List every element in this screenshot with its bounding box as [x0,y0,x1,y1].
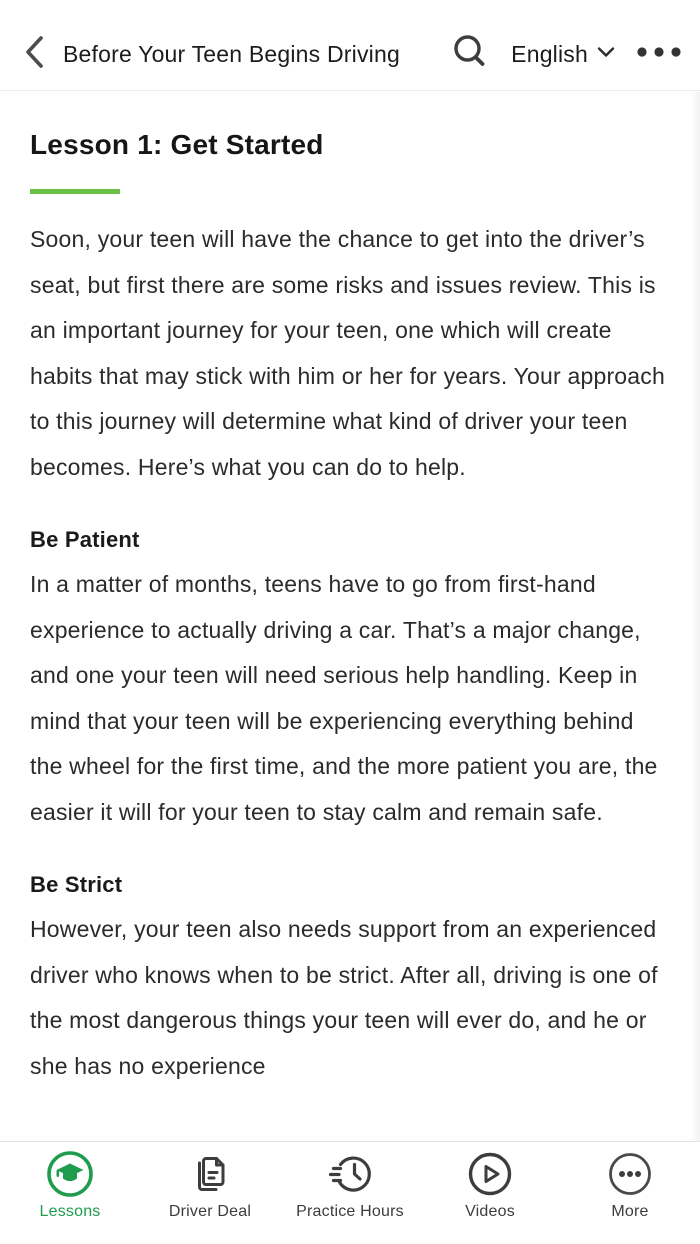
play-circle-icon [465,1149,515,1199]
tab-more[interactable] [560,1142,700,1244]
tab-videos[interactable] [420,1142,560,1244]
page-title: Before Your Teen Begins Driving [63,40,400,67]
top-navigation-bar [0,0,700,91]
green-title-rule [30,189,120,194]
section-heading-be-strict: Be Strict [30,872,123,897]
bottom-tab-bar [0,1141,700,1244]
lesson-intro-paragraph: Soon, your teen will have the chance to get into the driver’s seat, but first there are some risks and issues review. This is an important journey for your teen, one which will create habits that may stick with him or her for years. Your approach to this journey will determine what kind of driver your teen becomes. Here’s what you can do to help. [30,226,665,480]
tab-lessons[interactable] [0,1142,140,1244]
tab-label-more: More [611,1203,649,1220]
section-heading-be-patient: Be Patient [30,527,140,552]
lesson-content [0,92,700,1141]
tab-label-videos: Videos [465,1203,515,1220]
section-paragraph-be-strict: However, your teen also needs support from an experienced driver who knows when to be strict. After all, driving is one of the most dangerous things your teen will ever do, and he or she has no experience [30,916,658,1079]
documents-icon [185,1149,235,1199]
tab-practice-hours[interactable] [280,1142,420,1244]
tab-driver-deal[interactable] [140,1142,280,1244]
back-button[interactable] [22,35,47,74]
section-paragraph-be-patient: In a matter of months, teens have to go from first-hand experience to actually driving a car. That’s a major change, and one your teen will need serious help handling. Keep in mind that your teen will be experiencing everything behind the wheel for the first time, and the more patient you are, the easier it will for your teen to stay calm and remain safe. [30,571,658,825]
search-icon [450,32,490,77]
tab-label-practice-hours: Practice Hours [296,1203,404,1220]
chevron-down-icon [597,45,615,63]
lesson-title: Lesson 1: Get Started [30,129,324,160]
language-label: English [511,40,588,67]
tab-label-lessons: Lessons [39,1203,101,1220]
ellipsis-circle-icon [605,1149,655,1199]
search-button[interactable] [450,32,490,77]
overflow-menu-button[interactable] [636,45,682,63]
tab-label-driver-deal: Driver Deal [168,1203,252,1220]
language-selector[interactable] [511,41,615,68]
clock-history-icon [325,1149,375,1199]
back-chevron-icon [22,35,47,74]
graduation-cap-icon [45,1149,95,1199]
ellipsis-icon [636,45,682,63]
